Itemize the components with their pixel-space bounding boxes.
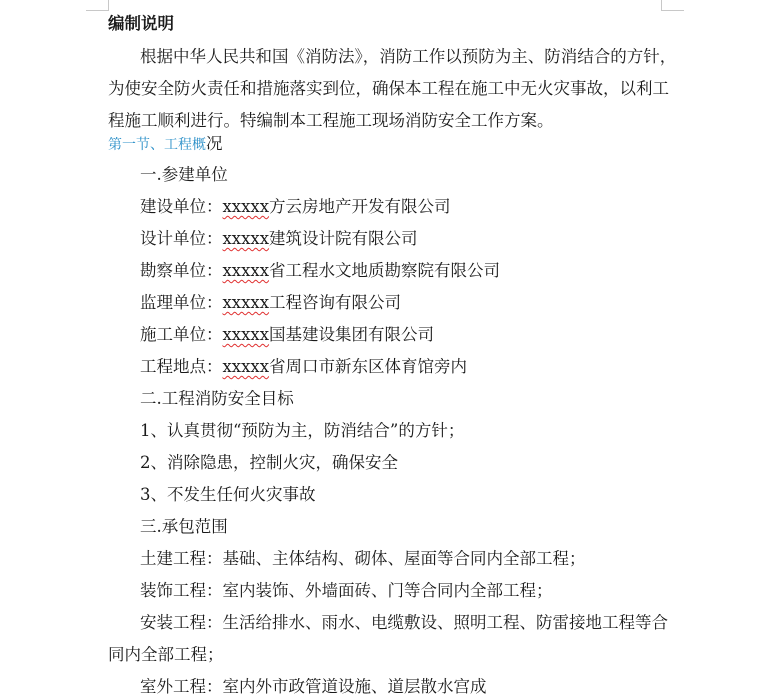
intro-line-1: 根据中华人民共和国《消防法》，消防工作以预防为主、防消结合的方针， [140,47,677,66]
part2-title: 二.工程消防安全目标 [140,389,294,408]
unit-placeholder: xxxxx [222,325,270,344]
unit-name: 省工程水文地质勘察院有限公司 [269,261,501,280]
unit-name: 方云房地产开发有限公司 [269,197,451,216]
unit-label: 工程地点： [140,357,223,376]
unit-row [140,292,770,314]
unit-label: 设计单位： [140,229,223,248]
goal-item: 2、消除隐患，控制火灾，确保安全 [140,453,398,472]
unit-label: 建设单位： [140,197,223,216]
scope-item-wrap: 同内全部工程； [108,645,224,664]
unit-name: 省周口市新东区体育馆旁内 [269,357,468,376]
unit-row [140,196,770,218]
scope-item: 安装工程：生活给排水、雨水、电缆敷设、照明工程、防雷接地工程等合 [140,613,668,632]
section-heading-prefix: 第一节、工程概 [108,137,206,153]
unit-placeholder: xxxxx [222,261,270,280]
unit-row [140,324,770,346]
doc-title: 编制说明 [108,14,174,33]
cut-off-line: 室外工程：室内外市政管道设施、道层散水宫成 [140,677,487,696]
unit-row [140,356,770,378]
unit-placeholder: xxxxx [222,197,270,216]
part3-title: 三.承包范围 [140,517,228,536]
unit-placeholder: xxxxx [222,229,270,248]
unit-label: 监理单位： [140,293,223,312]
unit-name: 国基建设集团有限公司 [269,325,435,344]
page-corner-mark-top-left [86,0,109,11]
unit-label: 施工单位： [140,325,223,344]
part1-title: 一.参建单位 [140,165,228,184]
intro-line-3: 程施工顺利进行。特编制本工程施工现场消防安全工作方案。 [108,111,554,130]
unit-row [140,260,770,282]
section-heading [108,133,770,156]
intro-line-2: 为使安全防火责任和措施落实到位，确保本工程在施工中无火灾事故，以利工 [108,79,669,98]
page-corner-mark-top-right [661,0,684,11]
scope-item: 土建工程：基础、主体结构、砌体、屋面等合同内全部工程； [140,549,586,568]
unit-placeholder: xxxxx [222,293,270,312]
unit-name: 建筑设计院有限公司 [269,229,418,248]
goal-item: 1、认真贯彻“预防为主，防消结合”的方针； [140,421,465,440]
section-heading-suffix: 况 [206,134,223,153]
goal-item: 3、不发生任何火灾事故 [140,485,316,504]
unit-placeholder: xxxxx [222,357,270,376]
scope-item: 装饰工程：室内装饰、外墙面砖、门等合同内全部工程； [140,581,553,600]
unit-row [140,228,770,250]
unit-label: 勘察单位： [140,261,223,280]
unit-name: 工程咨询有限公司 [269,293,402,312]
